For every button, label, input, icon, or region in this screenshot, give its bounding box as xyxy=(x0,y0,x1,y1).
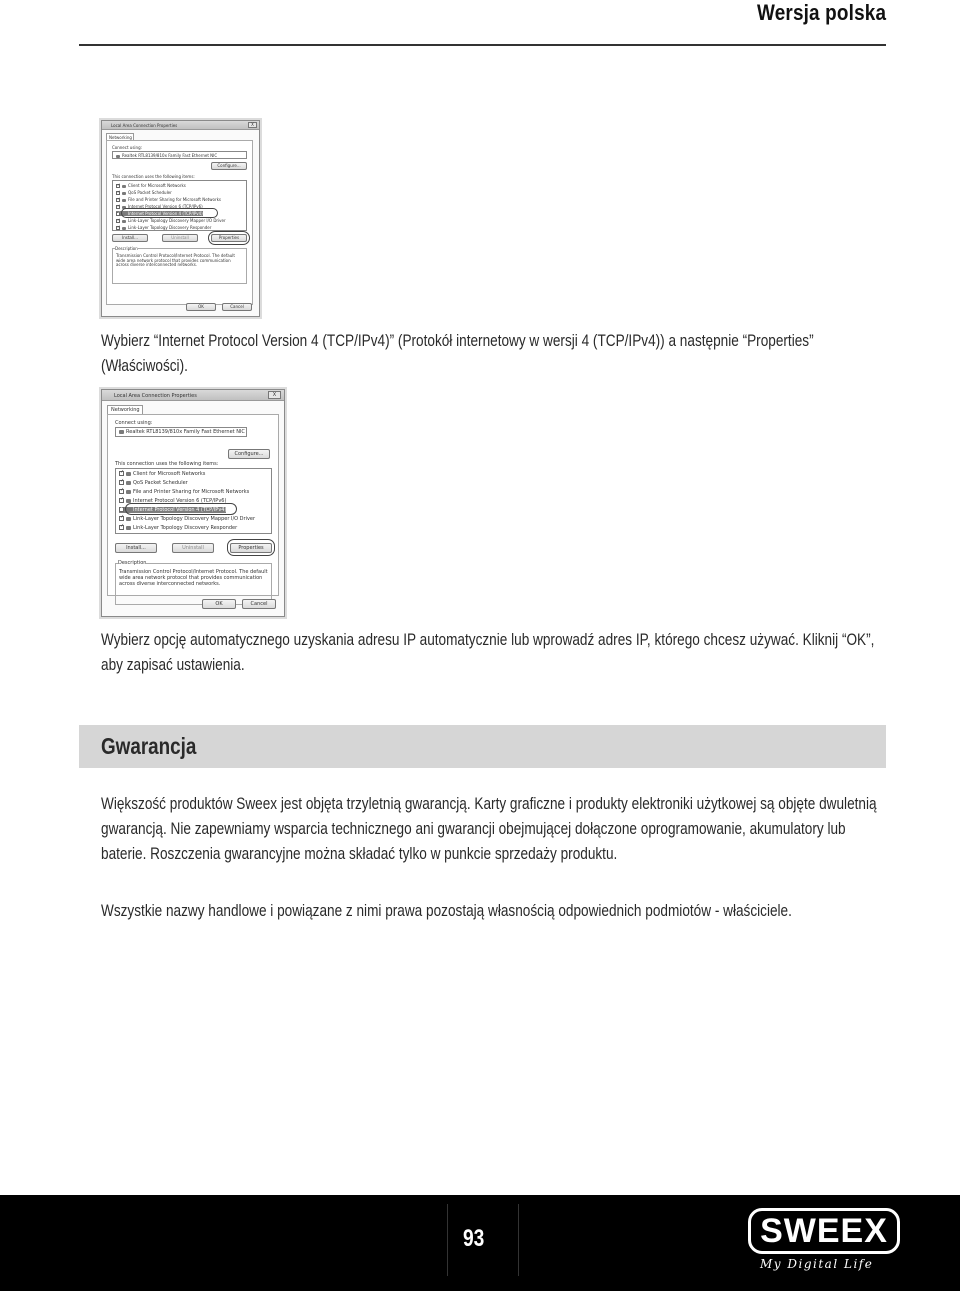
description-label: Description xyxy=(115,246,138,251)
uninstall-button: Uninstall xyxy=(172,543,214,553)
checkbox-checked-icon xyxy=(119,480,124,485)
items-label: This connection uses the following items: xyxy=(115,461,219,467)
close-icon: X xyxy=(248,122,257,128)
dialog-panel xyxy=(106,140,253,305)
checkbox-checked-icon xyxy=(116,219,120,223)
connect-using-label: Connect using: xyxy=(112,145,142,150)
checkbox-checked-icon xyxy=(119,507,124,512)
dialog-title: Local Area Connection Properties xyxy=(111,123,178,128)
checkbox-checked-icon xyxy=(116,198,120,202)
header-rule xyxy=(79,44,886,46)
tab-networking: Networking xyxy=(107,405,143,414)
list-item: ✓Link-Layer Topology Discovery Responder xyxy=(116,225,211,230)
checkbox-checked-icon xyxy=(116,226,120,230)
checkbox-checked-icon xyxy=(119,498,124,503)
page-number: 93 xyxy=(463,1225,485,1252)
description-box xyxy=(112,248,247,284)
page-header-title: Wersja polska xyxy=(756,0,886,25)
checkbox-checked-icon xyxy=(116,205,120,209)
cancel-button: Cancel xyxy=(222,303,252,311)
checkbox-checked-icon xyxy=(119,525,124,530)
description-text: Transmission Control Protocol/Internet Protocol. The default wide area network protocol that provides communication across diverse interconnected networks. xyxy=(119,569,268,587)
screenshot-properties-dialog-large xyxy=(101,389,285,617)
list-item: ✓QoS Packet Scheduler xyxy=(116,190,172,195)
network-adapter-icon xyxy=(119,430,124,434)
protocol-icon xyxy=(122,220,126,223)
protocol-icon xyxy=(122,227,126,230)
highlight-properties-oval xyxy=(227,539,275,556)
properties-button: Properties xyxy=(230,543,272,553)
list-item: ✓Link-Layer Topology Discovery Responder xyxy=(119,525,237,531)
properties-button: Properties xyxy=(211,234,247,242)
section-heading-band xyxy=(79,725,886,768)
service-icon xyxy=(122,199,126,202)
close-icon: X xyxy=(268,391,281,399)
list-item: ✓Internet Protocol Version 6 (TCP/IPv6) xyxy=(119,498,226,504)
instruction-paragraph-1: Wybierz “Internet Protocol Version 4 (TCP/IPv4)” (Protokół internetowy w wersji 4 (TCP/IPv4)) a następnie “Properties” (Właściwości). xyxy=(101,331,814,375)
protocol-icon xyxy=(126,517,131,521)
list-item: ✓QoS Packet Scheduler xyxy=(119,480,188,486)
uninstall-button: Uninstall xyxy=(162,234,198,242)
install-button: Install... xyxy=(112,234,148,242)
connect-using-label: Connect using: xyxy=(115,420,153,426)
adapter-field xyxy=(115,427,247,437)
warranty-paragraph: Większość produktów Sweex jest objęta trzyletnią gwarancją. Karty graficzne i produkty elektroniki użytkowej są objęte dwuletnią gwarancją. Nie zapewniamy wsparcia technicznego ani gwarancji obejmującej dołączone oprogramowanie, akumulatory lub baterie. Roszczenia gwarancyjne można składać tylko w punkcie sprzedaży produktu. xyxy=(101,794,877,863)
service-icon xyxy=(126,481,131,485)
section-title: Gwarancja xyxy=(101,733,197,759)
list-item: ✓Link-Layer Topology Discovery Mapper I/O Driver xyxy=(119,516,255,522)
checkbox-checked-icon xyxy=(116,184,120,188)
trademark-paragraph: Wszystkie nazwy handlowe i powiązane z nimi prawa pozostają własnością odpowiednich podmiotów - właściciele. xyxy=(101,901,792,920)
instruction-paragraph-2: Wybierz opcję automatycznego uzyskania adresu IP automatycznie lub wprowadź adres IP, którego chcesz używać. Kliknij “OK”, aby zapisać ustawienia. xyxy=(101,630,875,674)
tab-networking: Networking xyxy=(106,133,134,140)
list-item: ✓Client for Microsoft Networks xyxy=(116,183,186,188)
client-icon xyxy=(122,185,126,188)
screenshot-properties-dialog-small xyxy=(101,120,260,317)
list-item-selected: ✓Internet Protocol Version 4 (TCP/IPv4) xyxy=(119,507,226,513)
list-item: ✓Internet Protocol Version 6 (TCP/IPv6) xyxy=(116,204,203,209)
checkbox-checked-icon xyxy=(119,516,124,521)
client-icon xyxy=(126,472,131,476)
ok-button: OK xyxy=(186,303,216,311)
service-icon xyxy=(126,490,131,494)
protocol-icon xyxy=(126,499,131,503)
dialog-title: Local Area Connection Properties xyxy=(114,392,197,399)
adapter-name: Realtek RTL8139/810x Family Fast Ethernet NIC xyxy=(122,153,218,158)
components-list xyxy=(115,468,272,534)
configure-button: Configure... xyxy=(228,449,270,459)
checkbox-checked-icon xyxy=(119,471,124,476)
dialog-titlebar xyxy=(102,121,259,130)
highlight-ipv4-oval xyxy=(125,503,237,515)
install-button: Install... xyxy=(115,543,157,553)
list-item: ✓Link-Layer Topology Discovery Mapper I/O Driver xyxy=(116,218,226,223)
protocol-icon xyxy=(126,526,131,530)
components-list xyxy=(112,180,247,231)
checkbox-checked-icon xyxy=(119,489,124,494)
list-item-selected: ✓Internet Protocol Version 4 (TCP/IPv4) xyxy=(116,211,203,216)
dialog-titlebar xyxy=(102,390,284,401)
network-adapter-icon xyxy=(116,155,120,158)
ok-button: OK xyxy=(202,599,236,609)
items-label: This connection uses the following items: xyxy=(112,174,195,179)
service-icon xyxy=(122,192,126,195)
list-item: ✓Client for Microsoft Networks xyxy=(119,471,205,477)
logo-tagline: My Digital Life xyxy=(760,1257,874,1271)
configure-button: Configure... xyxy=(211,162,247,170)
sweex-logo xyxy=(740,1200,910,1278)
adapter-field xyxy=(112,151,247,159)
logo-wordmark: SWEEX xyxy=(748,1208,900,1254)
highlight-properties-oval xyxy=(208,231,250,245)
list-item: ✓File and Printer Sharing for Microsoft Networks xyxy=(119,489,249,495)
description-label: Description xyxy=(118,560,147,566)
checkbox-checked-icon xyxy=(116,191,120,195)
list-item: ✓File and Printer Sharing for Microsoft Networks xyxy=(116,197,221,202)
highlight-ipv4-oval xyxy=(121,208,218,218)
checkbox-checked-icon xyxy=(116,212,120,216)
cancel-button: Cancel xyxy=(242,599,276,609)
dialog-panel xyxy=(107,414,279,596)
adapter-name: Realtek RTL8139/810x Family Fast Ethernet NIC xyxy=(126,429,245,435)
description-text: Transmission Control Protocol/Internet Protocol. The default wide area network protocol that provides communication across diverse interconnected networks. xyxy=(116,253,235,268)
